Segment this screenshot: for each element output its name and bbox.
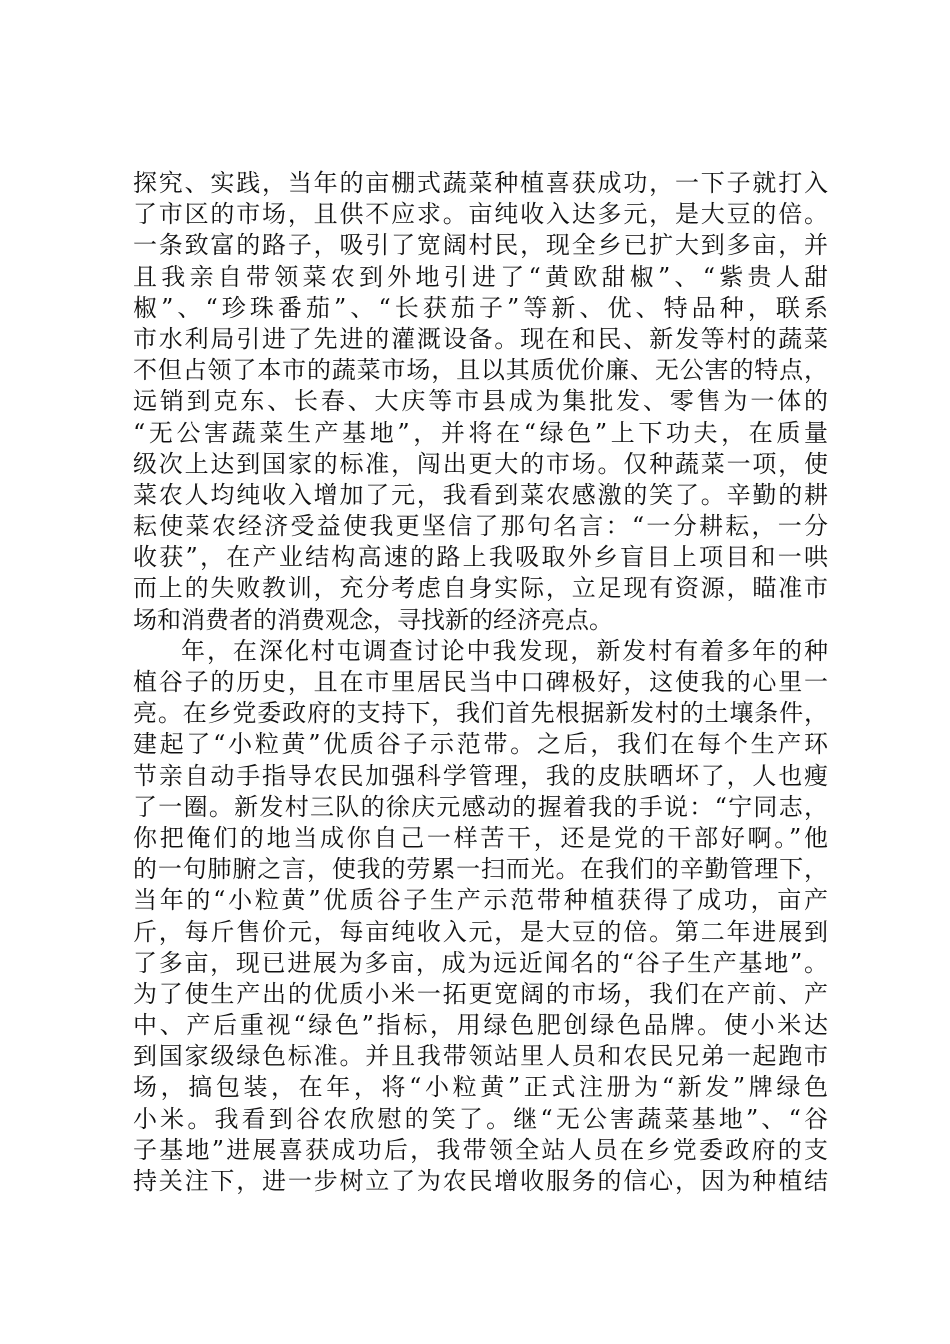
text-line: 而上的失败教训，充分考虑自身实际，立足现有资源，瞄准市	[133, 574, 828, 603]
text-line: 为了使生产出的优质小米一拓更宽阔的市场，我们在产前、产	[133, 979, 828, 1008]
text-line: 斤，每斤售价元，每亩纯收入元，是大豆的倍。第二年进展到	[133, 917, 828, 946]
text-line: 探究、实践，当年的亩棚式蔬菜种植喜获成功，一下子就打入	[133, 169, 828, 197]
text-line: 当年的“小粒黄”优质谷子生产示范带种植获得了成功，亩产	[133, 886, 828, 915]
text-line: 且我亲自带领菜农到外地引进了“黄欧甜椒”、“紫贵人甜	[133, 262, 828, 291]
text-line: 不但占领了本市的蔬菜市场，且以其质优价廉、无公害的特点，	[133, 356, 828, 385]
text-line: 的一句肺腑之言，使我的劳累一扫而光。在我们的辛勤管理下，	[133, 855, 828, 884]
text-line: 市水利局引进了先进的灌溉设备。现在和民、新发等村的蔬菜	[133, 324, 828, 353]
text-line: 年，在深化村屯调查讨论中我发现，新发村有着多年的种	[181, 636, 828, 665]
document-body	[133, 168, 828, 1197]
text-line: 场和消费者的消费观念，寻找新的经济亮点。	[133, 605, 613, 634]
text-line: 了一圈。新发村三队的徐庆元感动的握着我的手说：“宁同志，	[133, 792, 828, 821]
text-line: 你把俺们的地当成你自己一样苦干，还是党的干部好啊。”他	[133, 823, 828, 852]
text-line: 一条致富的路子，吸引了宽阔村民，现全乡已扩大到多亩，并	[133, 231, 828, 260]
text-line: 级次上达到国家的标准，闯出更大的市场。仅种蔬菜一项，使	[133, 449, 828, 478]
text-line: 植谷子的历史，且在市里居民当中口碑极好，这使我的心里一	[133, 668, 828, 696]
text-line: 远销到克东、长春、大庆等市县成为集批发、零售为一体的	[133, 387, 828, 416]
paragraph-1	[133, 168, 828, 636]
text-line: “无公害蔬菜生产基地”，并将在“绿色”上下功夫，在质量	[133, 418, 828, 447]
text-line: 菜农人均纯收入增加了元，我看到菜农感激的笑了。辛勤的耕	[133, 480, 828, 509]
text-line: 建起了“小粒黄”优质谷子示范带。之后，我们在每个生产环	[133, 730, 828, 759]
text-line: 耘使菜农经济受益使我更坚信了那句名言：“一分耕耘，一分	[133, 512, 828, 541]
paragraph-2	[133, 636, 828, 1197]
text-line: 小米。我看到谷农欣慰的笑了。继“无公害蔬菜基地”、“谷	[133, 1104, 828, 1133]
text-line: 场，搞包装，在年，将“小粒黄”正式注册为“新发”牌绿色	[133, 1073, 828, 1102]
text-line: 中、产后重视“绿色”指标，用绿色肥创绿色品牌。使小米达	[133, 1011, 828, 1040]
text-line: 到国家级绿色标准。并且我带领站里人员和农民兄弟一起跑市	[133, 1042, 828, 1071]
text-line: 了市区的市场，且供不应求。亩纯收入达多元，是大豆的倍。	[133, 200, 828, 229]
text-line: 节亲自动手指导农民加强科学管理，我的皮肤晒坏了，人也瘦	[133, 761, 828, 790]
text-line: 亮。在乡党委政府的支持下，我们首先根据新发村的土壤条件，	[133, 699, 828, 728]
text-line: 收获”，在产业结构高速的路上我吸取外乡盲目上项目和一哄	[133, 543, 828, 572]
text-line: 椒”、“珍珠番茄”、“长获茄子”等新、优、特品种，联系	[133, 293, 828, 322]
text-line: 了多亩，现已进展为多亩，成为远近闻名的“谷子生产基地”。	[133, 948, 828, 977]
text-line: 子基地”进展喜获成功后，我带领全站人员在乡党委政府的支	[133, 1135, 828, 1164]
text-line: 持关注下，进一步树立了为农民增收服务的信心，因为种植结	[133, 1167, 828, 1195]
